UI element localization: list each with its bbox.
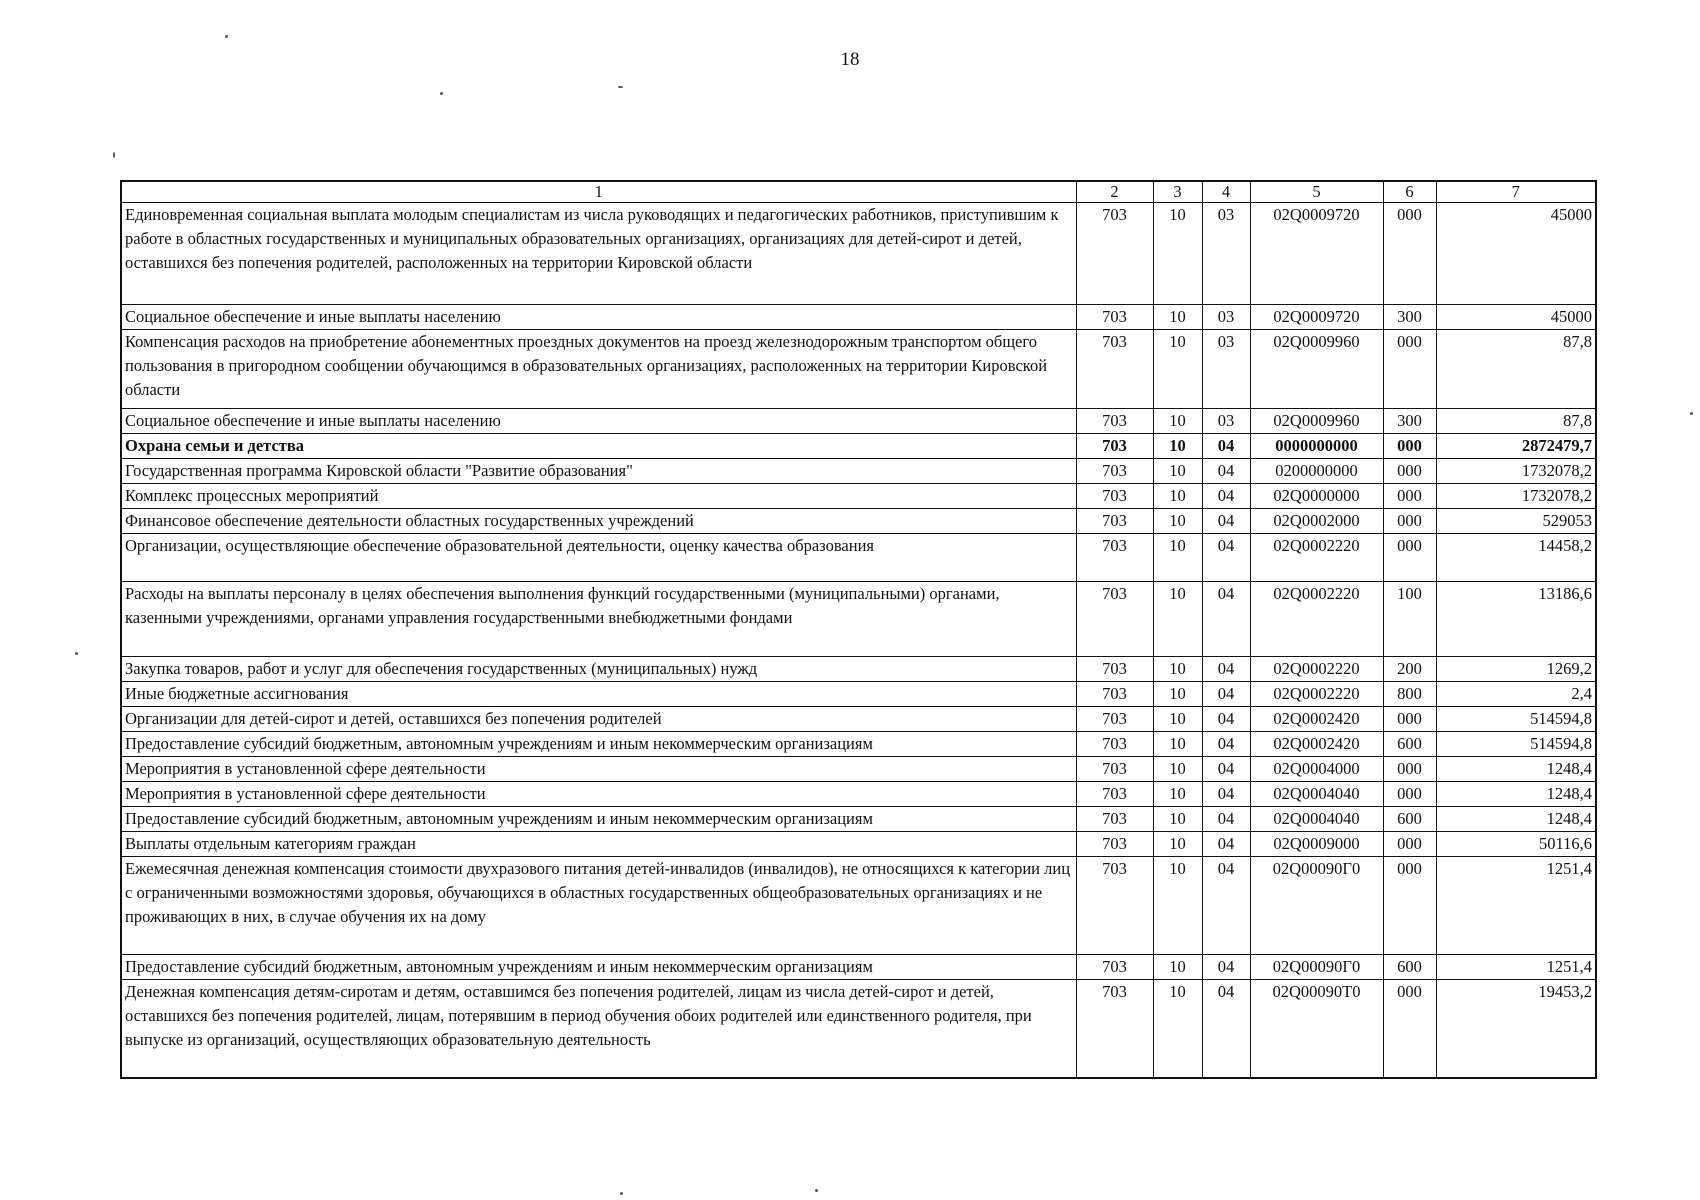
ministry-code-cell: 703 (1076, 657, 1153, 682)
expense-type-cell: 300 (1383, 305, 1436, 330)
table-row (121, 330, 1596, 409)
table-row (121, 732, 1596, 757)
ministry-code-cell: 703 (1076, 434, 1153, 459)
header-cell: 3 (1153, 181, 1202, 203)
amount-cell: 87,8 (1436, 330, 1596, 409)
section-code-cell: 10 (1153, 582, 1202, 657)
section-code-cell: 10 (1153, 782, 1202, 807)
amount-cell: 87,8 (1436, 409, 1596, 434)
subsection-code-cell: 03 (1202, 409, 1250, 434)
amount-cell: 514594,8 (1436, 732, 1596, 757)
target-article-cell: 02Q0004000 (1250, 757, 1383, 782)
target-article-cell: 0200000000 (1250, 459, 1383, 484)
section-code-cell: 10 (1153, 707, 1202, 732)
row-name-cell: Расходы на выплаты персоналу в целях обеспечения выполнения функций государственными (муниципальными) органами, казенными учреждениями, органами управления государственными внебюджетными фондами (121, 582, 1076, 657)
section-code-cell: 10 (1153, 955, 1202, 980)
section-code-cell: 10 (1153, 807, 1202, 832)
amount-cell: 1732078,2 (1436, 484, 1596, 509)
section-code-cell: 10 (1153, 757, 1202, 782)
ministry-code-cell: 703 (1076, 782, 1153, 807)
scan-speck (620, 1192, 623, 1195)
ministry-code-cell: 703 (1076, 682, 1153, 707)
target-article-cell: 02Q0004040 (1250, 807, 1383, 832)
table-row (121, 832, 1596, 857)
subsection-code-cell: 04 (1202, 732, 1250, 757)
section-code-cell: 10 (1153, 484, 1202, 509)
row-name-cell: Ежемесячная денежная компенсация стоимости двухразового питания детей-инвалидов (инвалидов), не относящихся к категории лиц с ограниченными возможностями здоровья, обучающихся в областных государственных общеобразовательных организациях и не проживающих в них, в случае обучения их на дому (121, 857, 1076, 955)
ministry-code-cell: 703 (1076, 305, 1153, 330)
table-row (121, 980, 1596, 1078)
amount-cell: 45000 (1436, 305, 1596, 330)
row-name-cell: Предоставление субсидий бюджетным, автономным учреждениям и иным некоммерческим организациям (121, 732, 1076, 757)
expense-type-cell: 000 (1383, 484, 1436, 509)
target-article-cell: 02Q0009000 (1250, 832, 1383, 857)
subsection-code-cell: 04 (1202, 459, 1250, 484)
header-cell: 7 (1436, 181, 1596, 203)
scan-speck (113, 152, 115, 158)
ministry-code-cell: 703 (1076, 459, 1153, 484)
ministry-code-cell: 703 (1076, 732, 1153, 757)
table-row (121, 782, 1596, 807)
subsection-code-cell: 04 (1202, 832, 1250, 857)
row-name-cell: Закупка товаров, работ и услуг для обеспечения государственных (муниципальных) нужд (121, 657, 1076, 682)
table-row (121, 657, 1596, 682)
expense-type-cell: 000 (1383, 832, 1436, 857)
amount-cell: 14458,2 (1436, 534, 1596, 582)
subsection-code-cell: 04 (1202, 509, 1250, 534)
amount-cell: 2872479,7 (1436, 434, 1596, 459)
scan-speck (815, 1189, 818, 1192)
ministry-code-cell: 703 (1076, 330, 1153, 409)
target-article-cell: 02Q0002420 (1250, 707, 1383, 732)
table-body (121, 203, 1596, 1078)
amount-cell: 19453,2 (1436, 980, 1596, 1078)
row-name-cell: Социальное обеспечение и иные выплаты населению (121, 409, 1076, 434)
expense-type-cell: 000 (1383, 434, 1436, 459)
amount-cell: 1248,4 (1436, 807, 1596, 832)
subsection-code-cell: 04 (1202, 980, 1250, 1078)
amount-cell: 50116,6 (1436, 832, 1596, 857)
row-name-cell: Организации, осуществляющие обеспечение образовательной деятельности, оценку качества образования (121, 534, 1076, 582)
section-code-cell: 10 (1153, 305, 1202, 330)
header-cell: 4 (1202, 181, 1250, 203)
ministry-code-cell: 703 (1076, 582, 1153, 657)
page-number: 18 (840, 49, 860, 70)
amount-cell: 1248,4 (1436, 757, 1596, 782)
target-article-cell: 02Q00090Г0 (1250, 857, 1383, 955)
amount-cell: 1269,2 (1436, 657, 1596, 682)
subsection-code-cell: 04 (1202, 434, 1250, 459)
section-code-cell: 10 (1153, 509, 1202, 534)
section-code-cell: 10 (1153, 657, 1202, 682)
target-article-cell: 02Q0002420 (1250, 732, 1383, 757)
target-article-cell: 02Q0009720 (1250, 203, 1383, 305)
header-cell: 1 (121, 181, 1076, 203)
ministry-code-cell: 703 (1076, 857, 1153, 955)
scan-speck (75, 652, 78, 655)
target-article-cell: 02Q0002220 (1250, 682, 1383, 707)
ministry-code-cell: 703 (1076, 807, 1153, 832)
expense-type-cell: 000 (1383, 459, 1436, 484)
row-name-cell: Социальное обеспечение и иные выплаты населению (121, 305, 1076, 330)
subsection-code-cell: 03 (1202, 330, 1250, 409)
amount-cell: 529053 (1436, 509, 1596, 534)
expense-type-cell: 600 (1383, 732, 1436, 757)
ministry-code-cell: 703 (1076, 955, 1153, 980)
subsection-code-cell: 04 (1202, 657, 1250, 682)
row-name-cell: Мероприятия в установленной сфере деятельности (121, 757, 1076, 782)
target-article-cell: 02Q00090Т0 (1250, 980, 1383, 1078)
section-code-cell: 10 (1153, 832, 1202, 857)
ministry-code-cell: 703 (1076, 980, 1153, 1078)
section-code-cell: 10 (1153, 682, 1202, 707)
subsection-code-cell: 03 (1202, 203, 1250, 305)
amount-cell: 1251,4 (1436, 857, 1596, 955)
ministry-code-cell: 703 (1076, 707, 1153, 732)
target-article-cell: 02Q0002220 (1250, 534, 1383, 582)
table-row (121, 707, 1596, 732)
expense-type-cell: 200 (1383, 657, 1436, 682)
subsection-code-cell: 04 (1202, 582, 1250, 657)
table-row (121, 534, 1596, 582)
amount-cell: 2,4 (1436, 682, 1596, 707)
target-article-cell: 0000000000 (1250, 434, 1383, 459)
table-row (121, 682, 1596, 707)
expense-type-cell: 000 (1383, 857, 1436, 955)
subsection-code-cell: 04 (1202, 484, 1250, 509)
ministry-code-cell: 703 (1076, 757, 1153, 782)
table-row (121, 203, 1596, 305)
table-row (121, 434, 1596, 459)
subsection-code-cell: 04 (1202, 682, 1250, 707)
row-name-cell: Мероприятия в установленной сфере деятельности (121, 782, 1076, 807)
header-cell: 5 (1250, 181, 1383, 203)
scan-speck (225, 35, 228, 38)
target-article-cell: 02Q0002220 (1250, 582, 1383, 657)
expense-type-cell: 600 (1383, 807, 1436, 832)
ministry-code-cell: 703 (1076, 832, 1153, 857)
expense-type-cell: 000 (1383, 509, 1436, 534)
subsection-code-cell: 04 (1202, 955, 1250, 980)
row-name-cell: Иные бюджетные ассигнования (121, 682, 1076, 707)
expense-type-cell: 000 (1383, 203, 1436, 305)
target-article-cell: 02Q0000000 (1250, 484, 1383, 509)
section-code-cell: 10 (1153, 857, 1202, 955)
target-article-cell: 02Q0009720 (1250, 305, 1383, 330)
row-name-cell: Охрана семьи и детства (121, 434, 1076, 459)
subsection-code-cell: 04 (1202, 782, 1250, 807)
expense-type-cell: 000 (1383, 980, 1436, 1078)
section-code-cell: 10 (1153, 534, 1202, 582)
expense-type-cell: 300 (1383, 409, 1436, 434)
expense-type-cell: 000 (1383, 757, 1436, 782)
section-code-cell: 10 (1153, 203, 1202, 305)
scan-speck (618, 86, 623, 88)
row-name-cell: Предоставление субсидий бюджетным, автономным учреждениям и иным некоммерческим организациям (121, 955, 1076, 980)
expense-type-cell: 000 (1383, 782, 1436, 807)
target-article-cell: 02Q0009960 (1250, 330, 1383, 409)
section-code-cell: 10 (1153, 459, 1202, 484)
amount-cell: 514594,8 (1436, 707, 1596, 732)
subsection-code-cell: 04 (1202, 757, 1250, 782)
section-code-cell: 10 (1153, 409, 1202, 434)
table-row (121, 409, 1596, 434)
row-name-cell: Компенсация расходов на приобретение абонементных проездных документов на проезд железнодорожным транспортом общего пользования в пригородном сообщении обучающимся в образовательных организациях, расположенных на территории Кировской области (121, 330, 1076, 409)
table-row (121, 757, 1596, 782)
ministry-code-cell: 703 (1076, 509, 1153, 534)
target-article-cell: 02Q0002000 (1250, 509, 1383, 534)
table-row (121, 582, 1596, 657)
row-name-cell: Выплаты отдельным категориям граждан (121, 832, 1076, 857)
row-name-cell: Предоставление субсидий бюджетным, автономным учреждениям и иным некоммерческим организациям (121, 807, 1076, 832)
ministry-code-cell: 703 (1076, 409, 1153, 434)
subsection-code-cell: 03 (1202, 305, 1250, 330)
subsection-code-cell: 04 (1202, 534, 1250, 582)
expense-type-cell: 600 (1383, 955, 1436, 980)
header-cell: 2 (1076, 181, 1153, 203)
row-name-cell: Организации для детей-сирот и детей, оставшихся без попечения родителей (121, 707, 1076, 732)
table-row (121, 305, 1596, 330)
row-name-cell: Государственная программа Кировской области "Развитие образования" (121, 459, 1076, 484)
row-name-cell: Денежная компенсация детям-сиротам и детям, оставшимся без попечения родителей, лицам из числа детей-сирот и детей, оставшихся без попечения родителей, лицам, потерявшим в период обучения обоих родителей или единственного родителя, при выпуске из организаций, осуществляющих образовательную деятельность (121, 980, 1076, 1078)
expense-type-cell: 800 (1383, 682, 1436, 707)
section-code-cell: 10 (1153, 980, 1202, 1078)
target-article-cell: 02Q0004040 (1250, 782, 1383, 807)
row-name-cell: Финансовое обеспечение деятельности областных государственных учреждений (121, 509, 1076, 534)
expense-type-cell: 000 (1383, 707, 1436, 732)
expense-type-cell: 100 (1383, 582, 1436, 657)
row-name-cell: Комплекс процессных мероприятий (121, 484, 1076, 509)
ministry-code-cell: 703 (1076, 484, 1153, 509)
target-article-cell: 02Q0002220 (1250, 657, 1383, 682)
target-article-cell: 02Q00090Г0 (1250, 955, 1383, 980)
scan-speck (1690, 412, 1693, 415)
subsection-code-cell: 04 (1202, 807, 1250, 832)
row-name-cell: Единовременная социальная выплата молодым специалистам из числа руководящих и педагогических работников, приступившим к работе в областных государственных и муниципальных образовательных организациях, организациях для детей-сирот и детей, оставшихся без попечения родителей, расположенных на территории Кировской области (121, 203, 1076, 305)
budget-table (120, 180, 1597, 1079)
table-row (121, 955, 1596, 980)
table-row (121, 509, 1596, 534)
section-code-cell: 10 (1153, 732, 1202, 757)
ministry-code-cell: 703 (1076, 534, 1153, 582)
expense-type-cell: 000 (1383, 534, 1436, 582)
subsection-code-cell: 04 (1202, 857, 1250, 955)
header-row (121, 181, 1596, 203)
section-code-cell: 10 (1153, 434, 1202, 459)
amount-cell: 1248,4 (1436, 782, 1596, 807)
amount-cell: 45000 (1436, 203, 1596, 305)
header-cell: 6 (1383, 181, 1436, 203)
table-row (121, 459, 1596, 484)
table-row (121, 484, 1596, 509)
amount-cell: 1251,4 (1436, 955, 1596, 980)
subsection-code-cell: 04 (1202, 707, 1250, 732)
amount-cell: 1732078,2 (1436, 459, 1596, 484)
table-row (121, 857, 1596, 955)
section-code-cell: 10 (1153, 330, 1202, 409)
target-article-cell: 02Q0009960 (1250, 409, 1383, 434)
ministry-code-cell: 703 (1076, 203, 1153, 305)
scan-speck (440, 92, 443, 95)
table-row (121, 807, 1596, 832)
amount-cell: 13186,6 (1436, 582, 1596, 657)
expense-type-cell: 000 (1383, 330, 1436, 409)
